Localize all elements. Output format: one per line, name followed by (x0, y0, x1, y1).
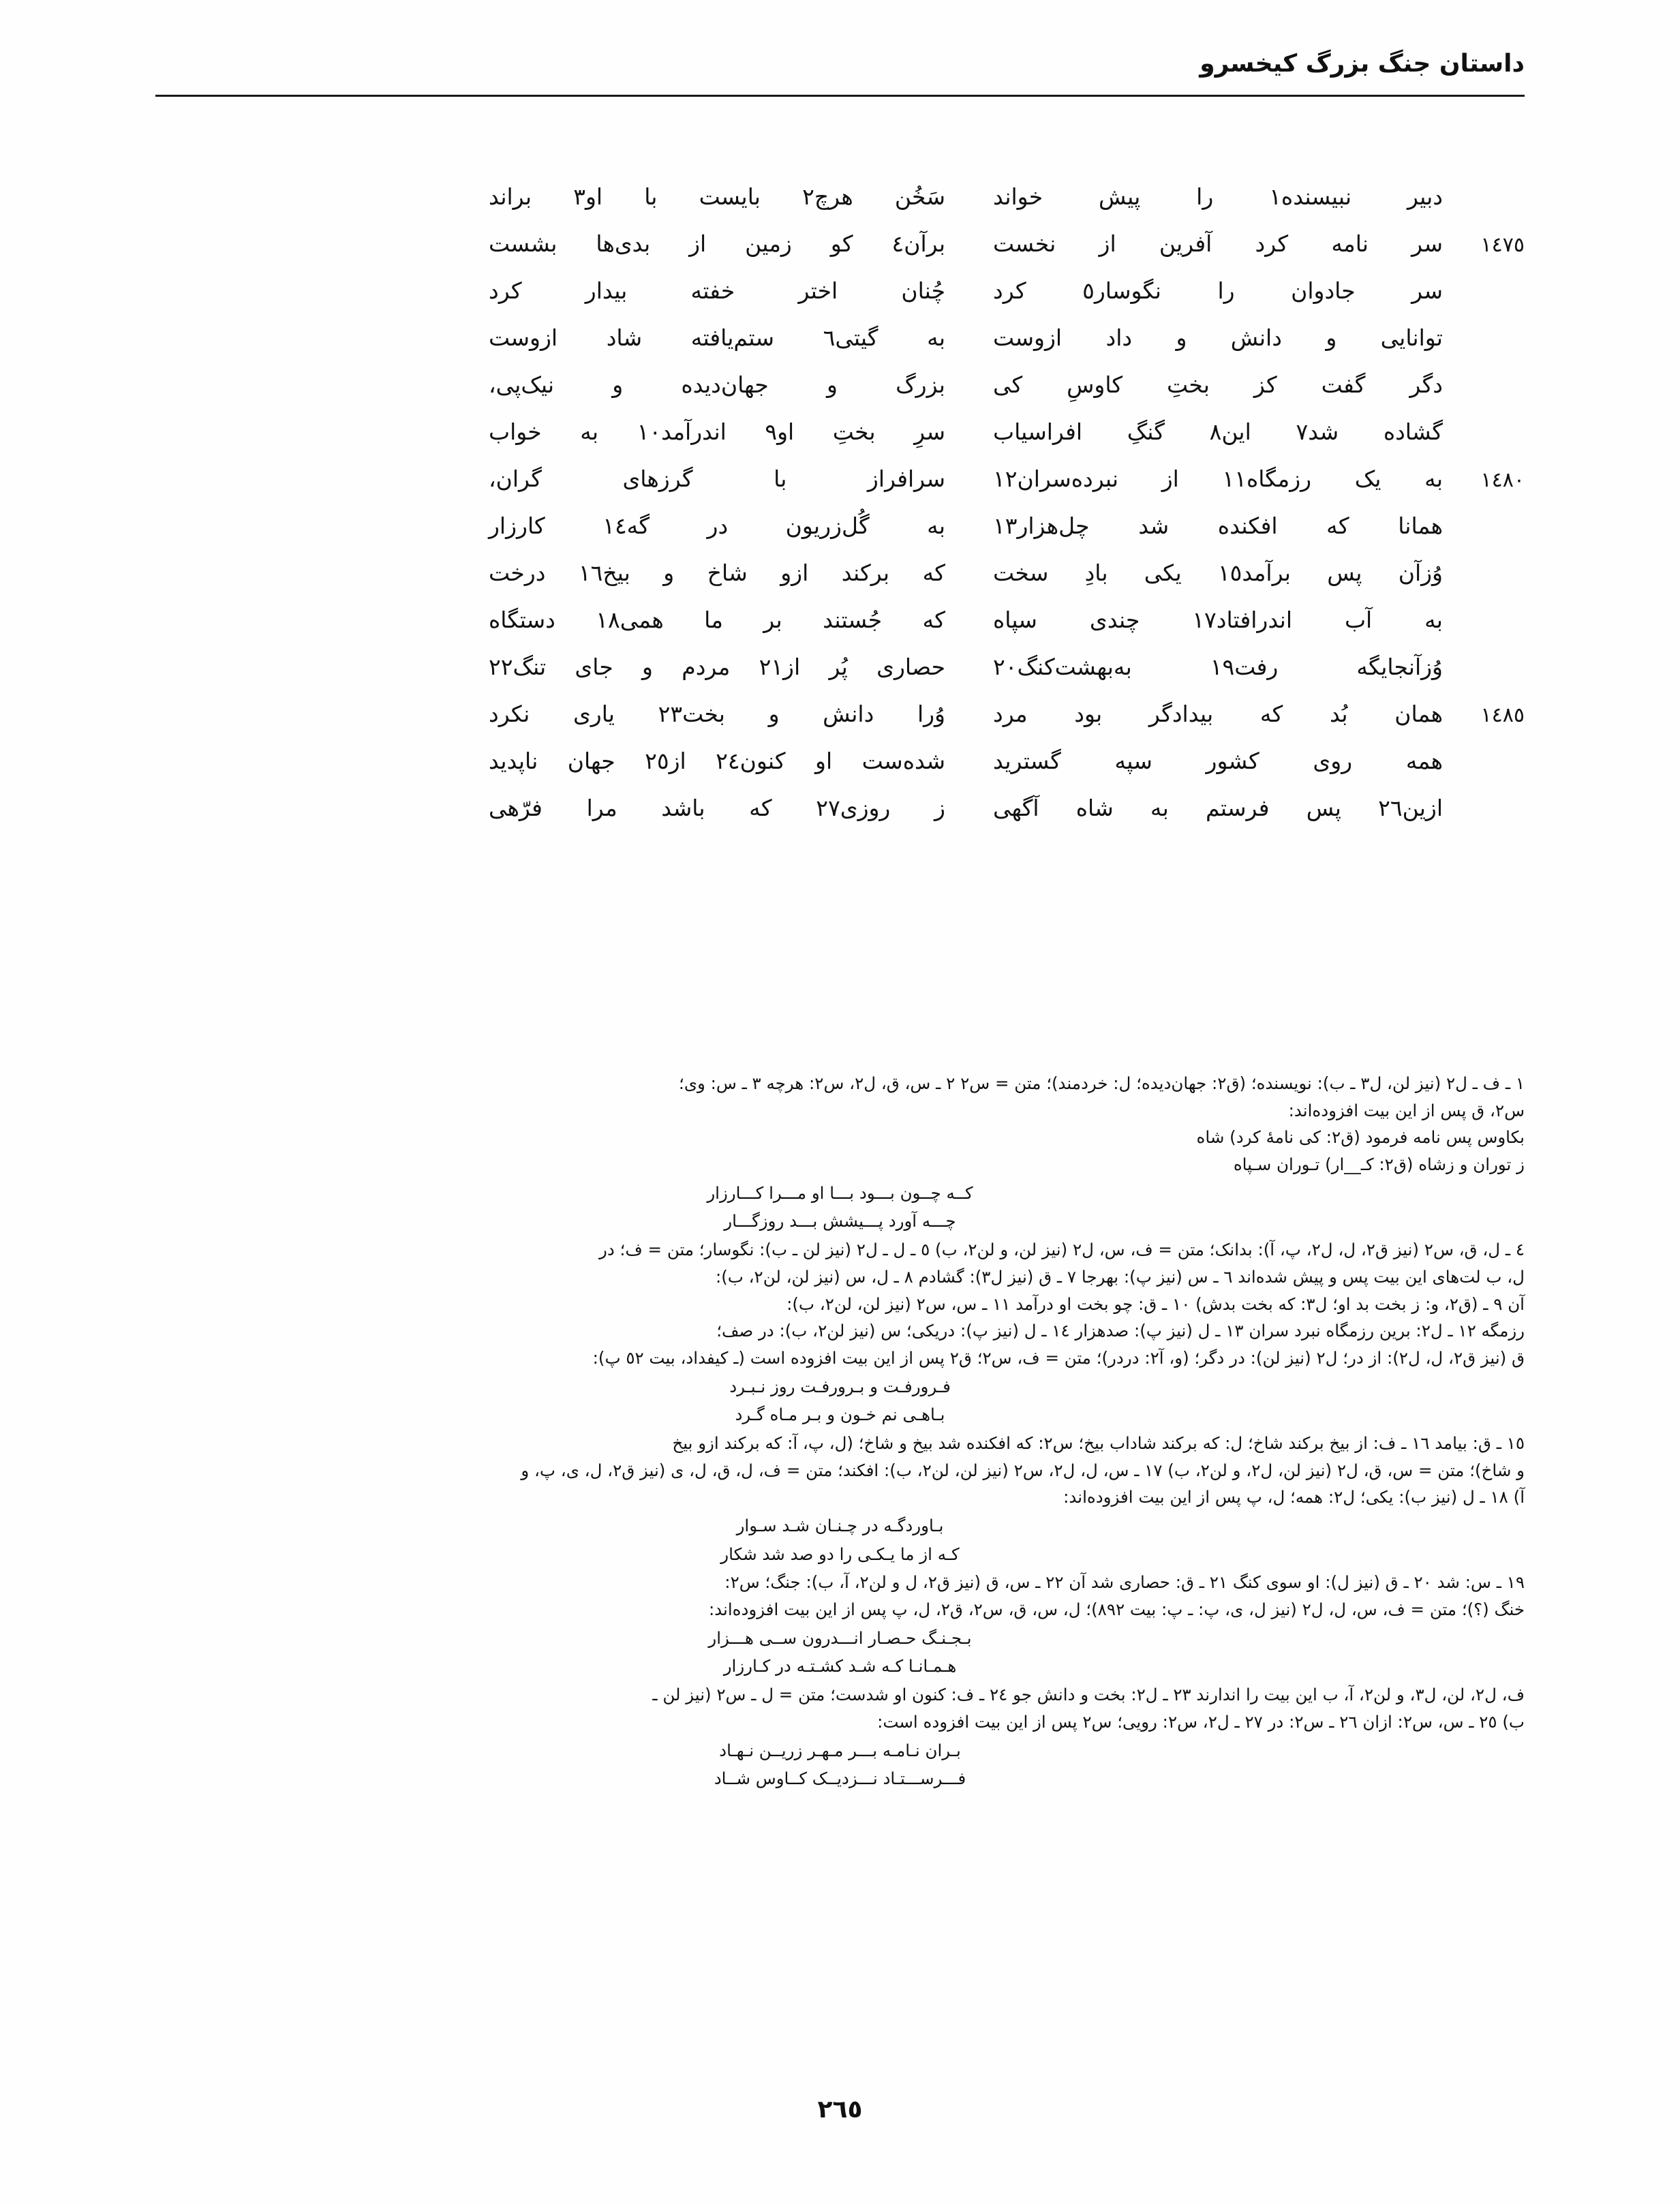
verse-couplet (155, 559, 1525, 606)
apparatus-quoted-verse: کــه چــون بـــود بـــا او مـــرا کـــارزار (707, 1182, 973, 1203)
hemistich-second: بزرگ و جهان‌دیده و نیک‌پی، (489, 371, 945, 398)
verse-couplet (155, 700, 1525, 747)
apparatus-note-line: ١٩ ـ س: شد ٢٠ ـ ق (نیز ل): او سوی کنگ ٢١ ـ ق: حصاری شد آن ٢٢ ـ س، ق (نیز ق٢، ل و لن٢، آ، ب): جنگ؛ س٢: (724, 1572, 1525, 1593)
verse-couplet (155, 371, 1525, 418)
apparatus-note-line: ل، ب لت‌های این بیت پس و پیش شده‌اند ٦ ـ س (نیز پ): بهرجا ٧ ـ ق (نیز ل٣): گشادم ٨ ـ ل، س (نیز لن، لن٢، ب): (715, 1266, 1525, 1287)
apparatus-quoted-verse: بـران نـامـه بـــر مـهـر زریــن نـهـاد (719, 1740, 961, 1760)
page-number: ٢٦٥ (817, 2096, 863, 2124)
hemistich-first: سر جادوان را نگوسار٥ کرد (993, 277, 1443, 304)
apparatus-note-line: ق (نیز ق٢، ل، ل٢): از در؛ ل٢ (نیز لن): در دگر؛ (و، آ٢: دردر)؛ متن = ف، س٢؛ ق٢ پس از این بیت افزوده است (ـ کیفداد، بیت ٥٢ پ): (592, 1347, 1525, 1368)
verse-couplet (155, 465, 1525, 512)
apparatus-quoted-verse: بـجـنـگ حـصـار انـــدرون ســی هـــزار (708, 1627, 972, 1648)
apparatus-note-line: ف، ل٢، لن، ل٣، و لن٢، آ، ب این بیت را اندارند ٢٣ ـ ل٢: بخت و دانش جو ٢٤ ـ ف: کنون او شدست؛ متن = ل ـ س٢ (نیز لن ـ (652, 1685, 1525, 1705)
apparatus-quoted-verse: هـمـانـا کـه شـد کشـتـه در کـارزار (723, 1656, 957, 1677)
page-header (155, 49, 1525, 97)
apparatus-note-line: رزمگه ١٢ ـ ل٢: برین رزمگاه نبرد سران ١٣ ـ ل (نیز پ): صدهزار ١٤ ـ ل (نیز پ): دریکی؛ س (نیز لن٢، ب): در صف؛ (716, 1321, 1525, 1341)
header-divider (155, 95, 1525, 97)
hemistich-first: همان بُد که بیدادگر بود مرد (993, 701, 1443, 727)
hemistich-second: چُنان اختر خفته بیدار کرد (489, 277, 945, 304)
apparatus-quoted-verse: چـــه آورد پـــیشش بـــد روزگـــار (724, 1211, 956, 1231)
hemistich-first: توانایی و دانش و داد ازوست (993, 324, 1443, 351)
verse-number: ١٤٨٠ (1480, 468, 1525, 492)
hemistich-second: به گیتی٦ ستم‌یافته شاد ازوست (489, 324, 945, 351)
hemistich-second: سرافراز با گرزهای گران، (489, 465, 945, 492)
hemistich-first: وُزآنجایگه رفت١٩ به‌بهشت‌کنگ٢٠ (993, 654, 1443, 680)
apparatus-note-line: بکاوس پس نامه فرمود (ق٢: کی نامهٔ کرد) شاه (1196, 1127, 1525, 1148)
hemistich-second: سَخُن هرچ٢ بایست با او٣ براند (489, 183, 945, 210)
verse-couplet (155, 418, 1525, 465)
hemistich-second: ز روزی٢٧ که باشد مرا فرّهی (489, 795, 945, 821)
hemistich-first: دگر گفت کز بختِ کاوسِ کی (993, 371, 1443, 398)
hemistich-first: وُزآن پس برآمد١٥ یکی بادِ سخت (993, 560, 1443, 586)
apparatus-quoted-verse: فـــرســـتـاد نـــزدیــک کــاوس شــاد (714, 1769, 966, 1789)
hemistich-first: همانا که افکنده شد چل‌هزار١٣ (993, 512, 1443, 539)
apparatus-note-line: ب) ٢٥ ـ س، س٢: ازان ٢٦ ـ س٢: در ٢٧ ـ ل٢، س٢: رویی؛ س٢ پس از این بیت افزوده است: (877, 1711, 1525, 1732)
verse-number: ١٤٧٥ (1480, 233, 1525, 257)
hemistich-second: که برکند ازو شاخ و بیخ١٦ درخت (489, 560, 945, 586)
hemistich-first: همه روی کشور سپه گسترید (993, 748, 1443, 774)
apparatus-note-line: ز توران و زشاه (ق٢: کـ__ار) تـوران سـپاه (1233, 1154, 1525, 1175)
apparatus-note-line: آن ٩ ـ (ق٢، و: ز بخت بد او؛ ل٣: که بخت بدش) ١٠ ـ ق: چو بخت او درآمد ١١ ـ س، س٢ (نیز لن، لن٢، ب): (786, 1294, 1525, 1314)
verse-couplet (155, 183, 1525, 230)
hemistich-second: برآن٤ کو زمین از بدی‌ها بشست (489, 230, 945, 257)
verse-couplet (155, 794, 1525, 841)
hemistich-first: سر نامه کرد آفرین از نخست (993, 230, 1443, 257)
apparatus-note-line: آ) ١٨ ـ ل (نیز ب): یکی؛ ل٢: همه؛ ل، پ پس از این بیت افزوده‌اند: (1063, 1487, 1525, 1507)
hemistich-second: که جُستند بر ما همی١٨ دستگاه (489, 607, 945, 633)
verse-couplet (155, 747, 1525, 794)
hemistich-second: شده‌ست او کنون٢٤ از٢٥ جهان ناپدید (489, 748, 945, 774)
critical-apparatus (155, 1070, 1525, 1794)
apparatus-note-line: و شاخ)؛ متن = س، ق، ل٢ (نیز لن، ل٢، و لن٢، ب) ١٧ ـ س، ل، ل٢، س٢ (نیز لن، لن٢، ب): افکند؛ متن = ف، ل، ق، ل، ی (نیز ق٢، ل، ی، پ، و (521, 1460, 1525, 1480)
hemistich-first: گشاده شد٧ این٨ گنگِ افراسیاب (993, 418, 1444, 445)
verse-number: ١٤٨٥ (1480, 703, 1525, 727)
verse-couplet (155, 606, 1525, 653)
page-title: داستان جنگ بزرگ کیخسرو (1200, 50, 1525, 78)
apparatus-note-line: ١ ـ ف ـ ل٢ (نیز لن، ل٣ ـ ب): نویسنده؛ (ق٢: جهان‌دیده؛ ل: خردمند)؛ متن = س٢ ٢ ـ س، ق، ل٢، س٢: هرچه ٣ ـ س: وی؛ (679, 1073, 1525, 1093)
hemistich-second: وُرا دانش و بخت٢٣ یاری نکرد (489, 701, 945, 727)
apparatus-quoted-verse: بـاهـی نم خـون و بـر مـاه گـرد (735, 1405, 945, 1425)
hemistich-second: به گُل‌زریون در گه١٤ کارزار (489, 512, 946, 539)
hemistich-second: حصاری پُر از٢١ مردم و جای تنگ٢٢ (489, 654, 945, 680)
apparatus-note-line: س٢، ق پس از این بیت افزوده‌اند: (1288, 1100, 1525, 1120)
verse-block (155, 183, 1525, 841)
verse-couplet (155, 324, 1525, 371)
hemistich-first: به آب اندرافتاد١٧ چندی سپاه (993, 607, 1443, 633)
hemistich-second: سرِ بختِ او٩ اندرآمد١٠ به خواب (489, 418, 945, 445)
apparatus-quoted-verse: بـاوردگـه در چـنـان شـد سـوار (736, 1516, 944, 1535)
hemistich-first: به یک رزمگاه١١ از نبرده‌سران١٢ (993, 465, 1443, 492)
verse-couplet (155, 653, 1525, 700)
apparatus-quoted-verse: فـرورفـت و بـرورفـت روز نـبـرد (729, 1376, 951, 1396)
verse-couplet (155, 230, 1525, 277)
apparatus-note-line: خنگ (؟)؛ متن = ف، س، ل، ل٢ (نیز ل، ی، پ: ـ پ: بیت ٨٩٢)؛ ل، س، ق، س٢، ق٢، ل، پ پس از این بیت افزوده‌اند: (708, 1600, 1525, 1620)
verse-couplet (155, 512, 1525, 559)
hemistich-first: ازین٢٦ پس فرستم به شاه آگهی (993, 795, 1443, 821)
verse-couplet (155, 277, 1525, 324)
apparatus-note-line: ٤ ـ ل، ق، س٢ (نیز ق٢، ل، ل٢، پ، آ): بدانک؛ متن = ف، س، ل٢ (نیز لن، و لن٢، ب) ٥ ـ ل ـ ل٢ (نیز لن ـ ب): نگوسار؛ متن = ف؛ در (599, 1240, 1525, 1260)
hemistich-first: دبیر نبیسنده١ را پیش خواند (993, 183, 1443, 210)
apparatus-note-line: ١٥ ـ ق: بیامد ١٦ ـ ف: از بیخ برکند شاخ؛ ل: که برکند شاداب بیخ؛ س٢: که افکنده شد بیخ و شاخ؛ (ل، پ، آ: که برکند ازو بیخ (672, 1433, 1525, 1453)
apparatus-quoted-verse: کـه از ما یـکـی را دو صد شد شکار (720, 1544, 960, 1564)
